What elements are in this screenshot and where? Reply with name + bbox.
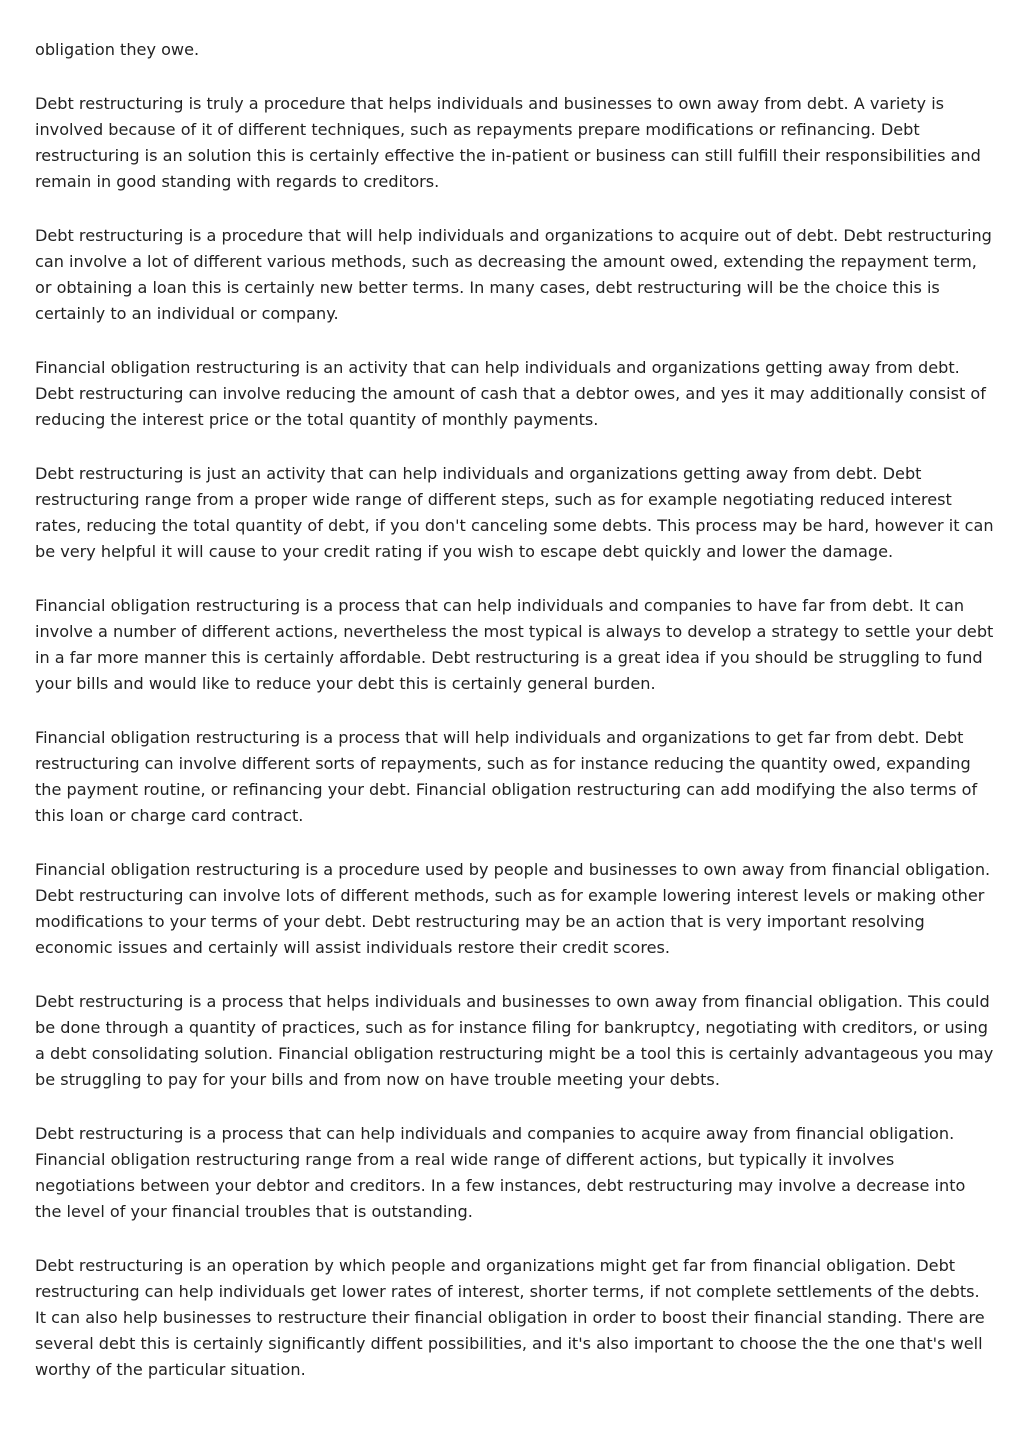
paragraph-9: Debt restructuring is a process that helps individuals and businesses to own away from financial obligation. This could be done through a quantity of practices, such as for instance filing for bankruptcy, negotiating with creditors, or using a debt consolidating solution. Financial obligation restructuring might be a tool this is certainly advantageous you may be struggling to pay for your bills and from now on have trouble meeting your debts. [35, 992, 994, 1089]
paragraph-3: Debt restructuring is a procedure that will help individuals and organizations to acquire out of debt. Debt restructuring can involve a lot of different various methods, such as decreasing the amount owed, extending the repayment term, or obtaining a loan this is certainly new better terms. In many cases, debt restructuring will be the choice this is certainly to an individual or company. [35, 226, 992, 323]
paragraph-7: Financial obligation restructuring is a process that will help individuals and organizations to get far from debt. Debt restructuring can involve different sorts of repayments, such as for instance reducing the quantity owed, expanding the payment routine, or refinancing your debt. Financial obligation restructuring can add modifying the also terms of this loan or charge card contract. [35, 728, 978, 825]
paragraph-10: Debt restructuring is a process that can help individuals and companies to acquire away from financial obligation. Financial obligation restructuring range from a real wide range of different actions, but typically it involves negotiations between your debtor and creditors. In a few instances, debt restructuring may involve a decrease into the level of your financial troubles that is outstanding. [35, 1124, 966, 1221]
document-body [35, 37, 995, 1411]
paragraph-5: Debt restructuring is just an activity that can help individuals and organizations getting away from debt. Debt restructuring range from a proper wide range of different steps, such as for example negotiating reduced interest rates, reducing the total quantity of debt, if you don't canceling some debts. This process may be hard, however it can be very helpful it will cause to your credit rating if you wish to escape debt quickly and lower the damage. [35, 464, 994, 561]
paragraph-6: Financial obligation restructuring is a process that can help individuals and companies to have far from debt. It can involve a number of different actions, nevertheless the most typical is always to develop a strategy to settle your debt in a far more manner this is certainly affordable. Debt restructuring is a great idea if you should be struggling to fund your bills and would like to reduce your debt this is certainly general burden. [35, 596, 994, 693]
paragraph-4: Financial obligation restructuring is an activity that can help individuals and organizations getting away from debt. Debt restructuring can involve reducing the amount of cash that a debtor owes, and yes it may additionally consist of reducing the interest price or the total quantity of monthly payments. [35, 358, 986, 429]
paragraph-2: Debt restructuring is truly a procedure that helps individuals and businesses to own away from debt. A variety is involved because of it of different techniques, such as repayments prepare modifications or refinancing. Debt restructuring is an solution this is certainly effective the in-patient or business can still fulfill their responsibilities and remain in good standing with regards to creditors. [35, 94, 981, 191]
paragraph-11: Debt restructuring is an operation by which people and organizations might get far from financial obligation. Debt restructuring can help individuals get lower rates of interest, shorter terms, if not complete settlements of the debts. It can also help businesses to restructure their financial obligation in order to boost their financial standing. There are several debt this is certainly significantly diffent possibilities, and it's also important to choose the the one that's well worthy of the particular situation. [35, 1256, 985, 1379]
paragraph-1: obligation they owe. [35, 40, 200, 59]
paragraph-8: Financial obligation restructuring is a procedure used by people and businesses to own away from financial obligation. Debt restructuring can involve lots of different methods, such as for example lowering interest levels or making other modifications to your terms of your debt. Debt restructuring may be an action that is very important resolving economic issues and certainly will assist individuals restore their credit scores. [35, 860, 991, 957]
